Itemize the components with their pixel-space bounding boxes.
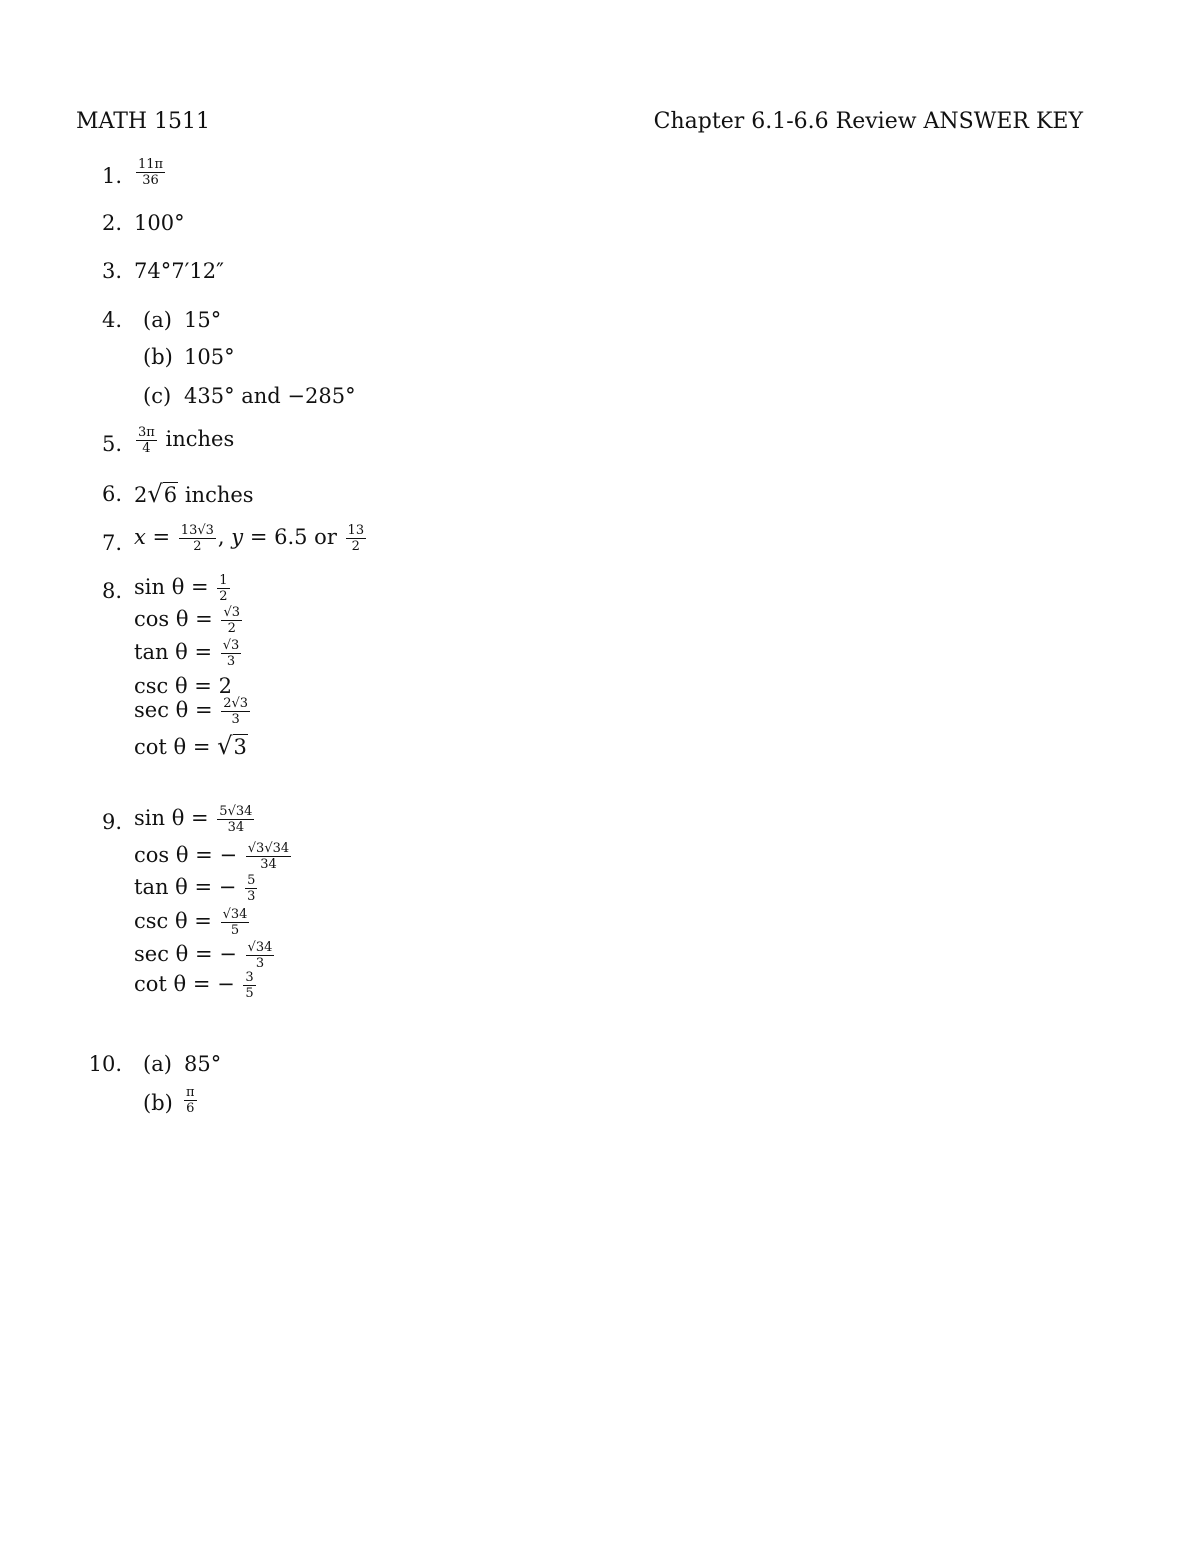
subpart-answer: 105° bbox=[184, 345, 235, 369]
subpart-label: (c) bbox=[143, 384, 172, 408]
trig-row: tan θ = − $\frac{5}{3}$ bbox=[134, 873, 256, 904]
answer-6: 2√6 inches bbox=[134, 480, 254, 508]
answer-7: x = $\frac{13√3}{2}$ , y = 6.5 or $\frac{13}{2}$ bbox=[134, 523, 365, 554]
subpart-answer: 435° and −285° bbox=[184, 384, 356, 408]
course-title: MATH 1511 bbox=[76, 109, 211, 134]
answer-5: $\frac{3\pi}{4}$ inches bbox=[138, 425, 235, 456]
subpart-answer: 85° bbox=[184, 1052, 222, 1076]
trig-row: csc θ = $\frac{√34}{5}$ bbox=[134, 907, 248, 938]
subpart-answer bbox=[182, 1086, 199, 1115]
trig-row: sin θ = $\frac{5√34}{34}$ bbox=[134, 804, 253, 835]
item-number: 2. bbox=[101, 211, 122, 235]
item-number: 10. bbox=[88, 1052, 122, 1076]
answer-2: 100° bbox=[134, 211, 185, 235]
subpart-label: (a) bbox=[143, 1052, 172, 1076]
trig-row: cot θ = − $\frac{3}{5}$ bbox=[134, 970, 254, 1001]
subpart-label: (a) bbox=[143, 308, 172, 332]
trig-row: cos θ = − $\frac{√3√34}{34}$ bbox=[134, 841, 290, 872]
subpart-label: (b) bbox=[143, 1091, 173, 1115]
answer-1 bbox=[134, 158, 167, 187]
answer-3: 74°7′12″ bbox=[134, 259, 224, 283]
item-number: 7. bbox=[101, 531, 122, 555]
item-number: 8. bbox=[101, 579, 122, 603]
fraction: $\frac{3\pi}{4}$ bbox=[138, 425, 155, 456]
subpart-answer: 15° bbox=[184, 308, 222, 332]
item-number: 9. bbox=[101, 810, 122, 834]
trig-row: cos θ = $\frac{√3}{2}$ bbox=[134, 605, 241, 636]
trig-row: sec θ = − $\frac{√34}{3}$ bbox=[134, 940, 273, 971]
item-number: 3. bbox=[101, 259, 122, 283]
item-number: 5. bbox=[101, 432, 122, 456]
trig-row: csc θ = 2 bbox=[134, 674, 232, 698]
trig-row: cot θ = √3 bbox=[134, 732, 247, 760]
page-title: Chapter 6.1-6.6 Review ANSWER KEY bbox=[653, 109, 1083, 134]
trig-row: tan θ = $\frac{√3}{3}$ bbox=[134, 638, 240, 669]
fraction: $\frac{\pi}{6}$ bbox=[186, 1085, 195, 1116]
item-number: 6. bbox=[101, 482, 122, 506]
fraction: $\frac{13}{2}$ bbox=[347, 523, 365, 554]
trig-row: sec θ = $\frac{2√3}{3}$ bbox=[134, 696, 249, 727]
trig-row: sin θ = $\frac{1}{2}$ bbox=[134, 573, 228, 604]
item-number: 1. bbox=[101, 164, 122, 188]
item-number: 4. bbox=[101, 308, 122, 332]
subpart-label: (b) bbox=[143, 345, 173, 369]
fraction: $\frac{11\pi}{36}$ bbox=[138, 157, 164, 188]
fraction: $\frac{13√3}{2}$ bbox=[180, 523, 214, 554]
